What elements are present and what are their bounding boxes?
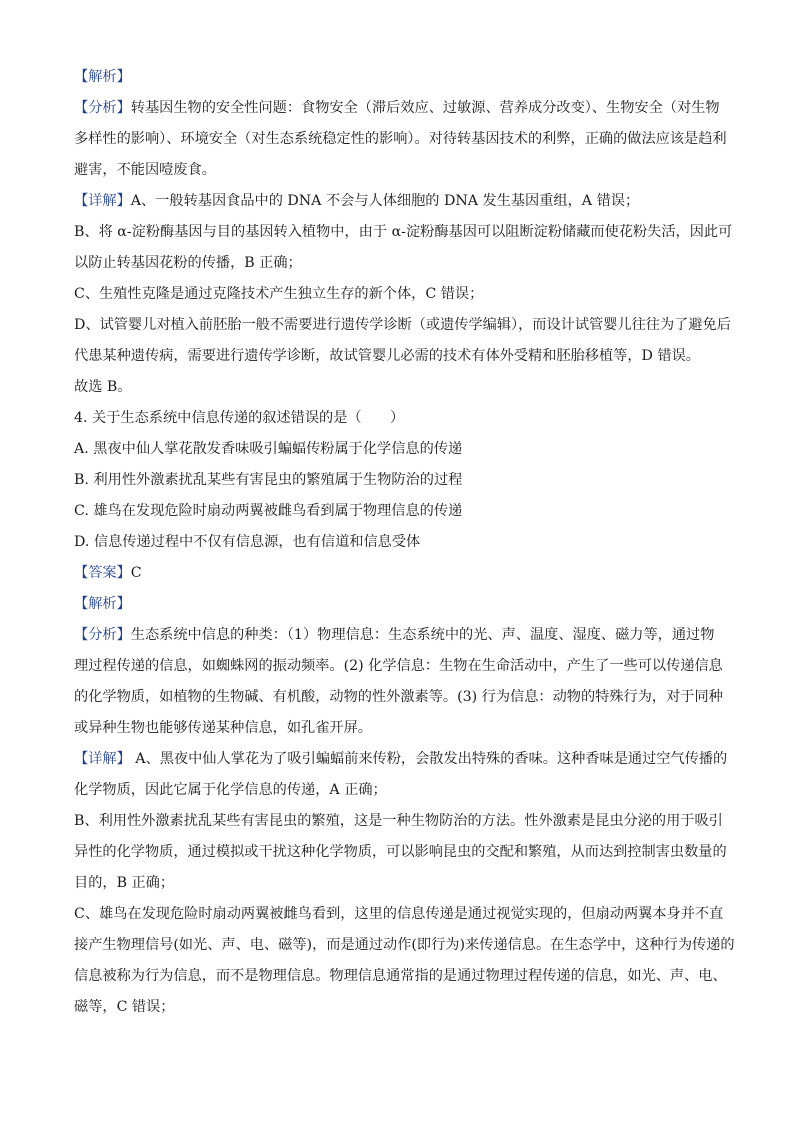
option-a: A. 黑夜中仙人掌花散发香味吸引蝙蝠传粉属于化学信息的传递 xyxy=(74,441,463,457)
detail-line: 接产生物理信号(如光、声、电、磁等)，而是通过动作(即行为)来传递信息。在生态学中，这种行为传递的 xyxy=(74,937,735,953)
document-page xyxy=(74,62,735,1023)
conclusion-line: 故选 B。 xyxy=(74,379,132,395)
detail-line: C、雄鸟在发现危险时扇动两翼被雌鸟看到，这里的信息传递是通过视觉实现的，但扇动两翼本身并不直 xyxy=(74,906,724,922)
heading-analysis: 【解析】 xyxy=(74,69,131,85)
detail-line: B、将 α-淀粉酶基因与目的基因转入植物中，由于 α-淀粉酶基因可以阻断淀粉储藏而使花粉失活，因此可 xyxy=(74,224,733,240)
detail-line: 代患某种遗传病，需要进行遗传学诊断，故试管婴儿必需的技术有体外受精和胚胎移植等，D 错误。 xyxy=(74,348,700,364)
analysis-line: 【分析】转基因生物的安全性问题：食物安全（滞后效应、过敏源、营养成分改变）、生物安全（对生物 xyxy=(74,100,720,116)
question-stem: 4. 关于生态系统中信息传递的叙述错误的是（ ） xyxy=(74,410,405,426)
detail-line: 磁等，C 错误； xyxy=(74,999,175,1015)
detail-line: 信息被称为行为信息，而不是物理信息。物理信息通常指的是通过物理过程传递的信息，如光、声、电、 xyxy=(74,968,727,984)
analysis-line: 【分析】生态系统中信息的种类：（1）物理信息：生态系统中的光、声、温度、湿度、磁力等，通过物 xyxy=(74,627,715,643)
option-d: D. 信息传递过程中不仅有信息源，也有信道和信息受体 xyxy=(74,534,421,550)
heading-analysis: 【解析】 xyxy=(74,596,131,612)
analysis-line: 理过程传递的信息，如蜘蛛网的振动频率。(2) 化学信息：生物在生命活动中，产生了一些可以传递信息 xyxy=(74,658,723,674)
answer-line: 【答案】C xyxy=(74,565,142,581)
detail-line: D、试管婴儿对植入前胚胎一般不需要进行遗传学诊断（或遗传学编辑），而设计试管婴儿往往为了避免后 xyxy=(74,317,731,333)
detail-line: 【详解】 A、黑夜中仙人掌花为了吸引蝙蝠前来传粉，会散发出特殊的香味。这种香味是通过空气传播的 xyxy=(74,751,728,767)
analysis-line: 避害，不能因噎废食。 xyxy=(74,162,216,178)
detail-line: B、利用性外激素扰乱某些有害昆虫的繁殖，这是一种生物防治的方法。性外激素是昆虫分泌的用于吸引 xyxy=(74,813,723,829)
detail-line: 目的，B 正确； xyxy=(74,875,175,891)
option-b: B. 利用性外激素扰乱某些有害昆虫的繁殖属于生物防治的过程 xyxy=(74,472,463,488)
detail-line: 【详解】A、一般转基因食品中的 DNA 不会与人体细胞的 DNA 发生基因重组，A 错误； xyxy=(74,193,640,209)
detail-line: 以防止转基因花粉的传播，B 正确； xyxy=(74,255,302,271)
option-c: C. 雄鸟在发现危险时扇动两翼被雌鸟看到属于物理信息的传递 xyxy=(74,503,463,519)
detail-line: 异性的化学物质，通过模拟或干扰这种化学物质，可以影响昆虫的交配和繁殖，从而达到控制害虫数量的 xyxy=(74,844,727,860)
analysis-line: 的化学物质，如植物的生物碱、有机酸，动物的性外激素等。(3) 行为信息：动物的特殊行为，对于同种 xyxy=(74,689,723,705)
analysis-line: 或异种生物也能够传递某种信息，如孔雀开屏。 xyxy=(74,720,372,736)
analysis-line: 多样性的影响）、环境安全（对生态系统稳定性的影响）。对待转基因技术的利弊，正确的做法应该是趋利 xyxy=(74,131,727,147)
detail-line: 化学物质，因此它属于化学信息的传递，A 正确； xyxy=(74,782,387,798)
detail-line: C、生殖性克隆是通过克隆技术产生独立生存的新个体，C 错误； xyxy=(74,286,484,302)
